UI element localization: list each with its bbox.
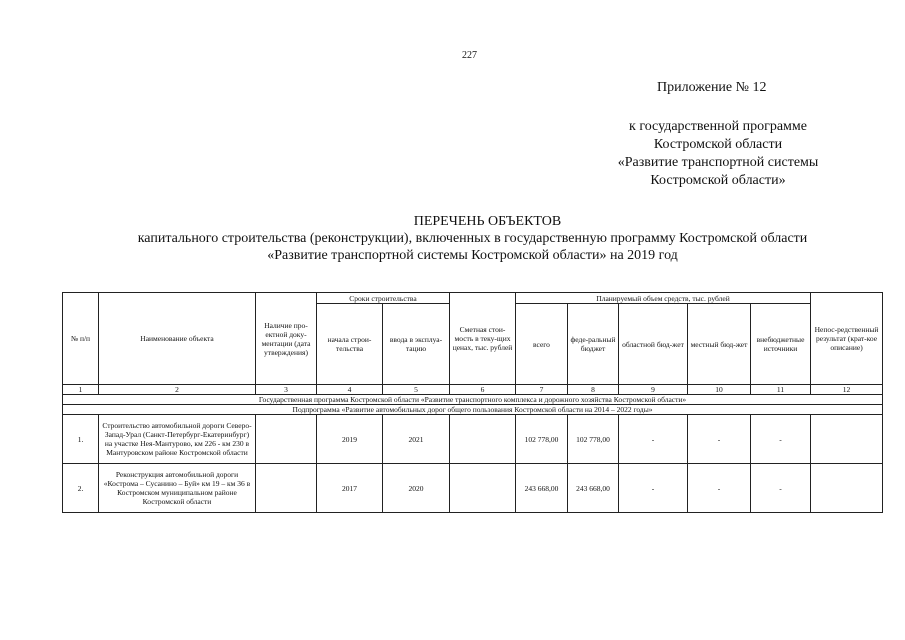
column-number: 8 xyxy=(568,385,619,395)
heading-subtitle: капитального строительства (реконструкции), включенных в государственную программу Костромской области xyxy=(137,231,808,246)
header-name: Наименование объекта xyxy=(99,293,256,385)
table-row xyxy=(63,464,883,513)
header-construction-terms: Сроки строительства xyxy=(317,293,450,304)
header-total: всего xyxy=(516,304,568,385)
header-planned-funds: Планируемый объем средств, тыс. рублей xyxy=(516,293,811,304)
row-regional: - xyxy=(619,464,688,513)
row-estimate xyxy=(450,464,516,513)
column-number: 12 xyxy=(811,385,883,395)
row-local: - xyxy=(688,415,751,464)
subprogram-row xyxy=(63,405,883,415)
table-row xyxy=(63,415,883,464)
header-estimate: Сметная стои-мость в теку-щих ценах, тыс. рублей xyxy=(450,293,516,385)
row-docs xyxy=(256,464,317,513)
program-row xyxy=(63,395,883,405)
row-total: 102 778,00 xyxy=(516,415,568,464)
document-heading xyxy=(0,213,905,264)
heading-title: ПЕРЕЧЕНЬ ОБЪЕКТОВ xyxy=(413,214,562,229)
header-start: начала строи-тельства xyxy=(317,304,383,385)
row-result xyxy=(811,464,883,513)
row-federal: 102 778,00 xyxy=(568,415,619,464)
program-ref-line: к государственной программе xyxy=(629,119,807,134)
row-start: 2019 xyxy=(317,415,383,464)
row-name: Строительство автомобильной дороги Северо-Запад-Урал (Санкт-Петербург-Екатеринбург) на участке Нея-Мантурово, км 226 - км 230 в Мантуровском районе Костромской области xyxy=(99,415,256,464)
row-num: 2. xyxy=(63,464,99,513)
column-number: 2 xyxy=(99,385,256,395)
column-number: 3 xyxy=(256,385,317,395)
program-title: Государственная программа Костромской области «Развитие транспортного комплекса и дорожного хозяйства Костромской области» xyxy=(63,395,883,405)
column-number: 11 xyxy=(751,385,811,395)
column-number: 6 xyxy=(450,385,516,395)
row-commission: 2021 xyxy=(383,415,450,464)
objects-table xyxy=(62,292,883,513)
heading-program: «Развитие транспортной системы Костромской области» на 2019 год xyxy=(267,248,678,263)
row-commission: 2020 xyxy=(383,464,450,513)
header-offbudget: внебюджетные источники xyxy=(751,304,811,385)
appendix-label: Приложение № 12 xyxy=(657,80,767,95)
row-local: - xyxy=(688,464,751,513)
column-number: 1 xyxy=(63,385,99,395)
program-reference xyxy=(600,118,836,190)
column-number: 4 xyxy=(317,385,383,395)
column-number: 9 xyxy=(619,385,688,395)
column-number: 7 xyxy=(516,385,568,395)
header-commission: ввода в эксплуа-тацию xyxy=(383,304,450,385)
header-federal: феде-ральный бюджет xyxy=(568,304,619,385)
header-result: Непос-редственный результат (крат-кое описание) xyxy=(811,293,883,385)
column-number-row xyxy=(63,385,883,395)
program-ref-line: Костромской области» xyxy=(650,173,786,188)
header-docs: Наличие про-ектной доку-ментации (дата утверждения) xyxy=(256,293,317,385)
header-local: местный бюд-жет xyxy=(688,304,751,385)
row-result xyxy=(811,415,883,464)
column-number: 10 xyxy=(688,385,751,395)
row-offbudget: - xyxy=(751,464,811,513)
row-name: Реконструкция автомобильной дороги «Кострома – Сусанино – Буй» км 19 – км 36 в Костромском муниципальном районе Костромской области xyxy=(99,464,256,513)
row-offbudget: - xyxy=(751,415,811,464)
row-regional: - xyxy=(619,415,688,464)
header-regional: областной бюд-жет xyxy=(619,304,688,385)
row-start: 2017 xyxy=(317,464,383,513)
column-number: 5 xyxy=(383,385,450,395)
program-ref-line: «Развитие транспортной системы xyxy=(617,155,819,170)
table-group-header-row xyxy=(63,293,883,304)
program-ref-line: Костромской области xyxy=(653,137,783,152)
page-number: 227 xyxy=(462,50,477,61)
row-federal: 243 668,00 xyxy=(568,464,619,513)
row-docs xyxy=(256,415,317,464)
subprogram-title: Подпрограмма «Развитие автомобильных дорог общего пользования Костромской области на 2014 – 2022 годы» xyxy=(63,405,883,415)
header-num: № п/п xyxy=(63,293,99,385)
row-estimate xyxy=(450,415,516,464)
row-num: 1. xyxy=(63,415,99,464)
row-total: 243 668,00 xyxy=(516,464,568,513)
